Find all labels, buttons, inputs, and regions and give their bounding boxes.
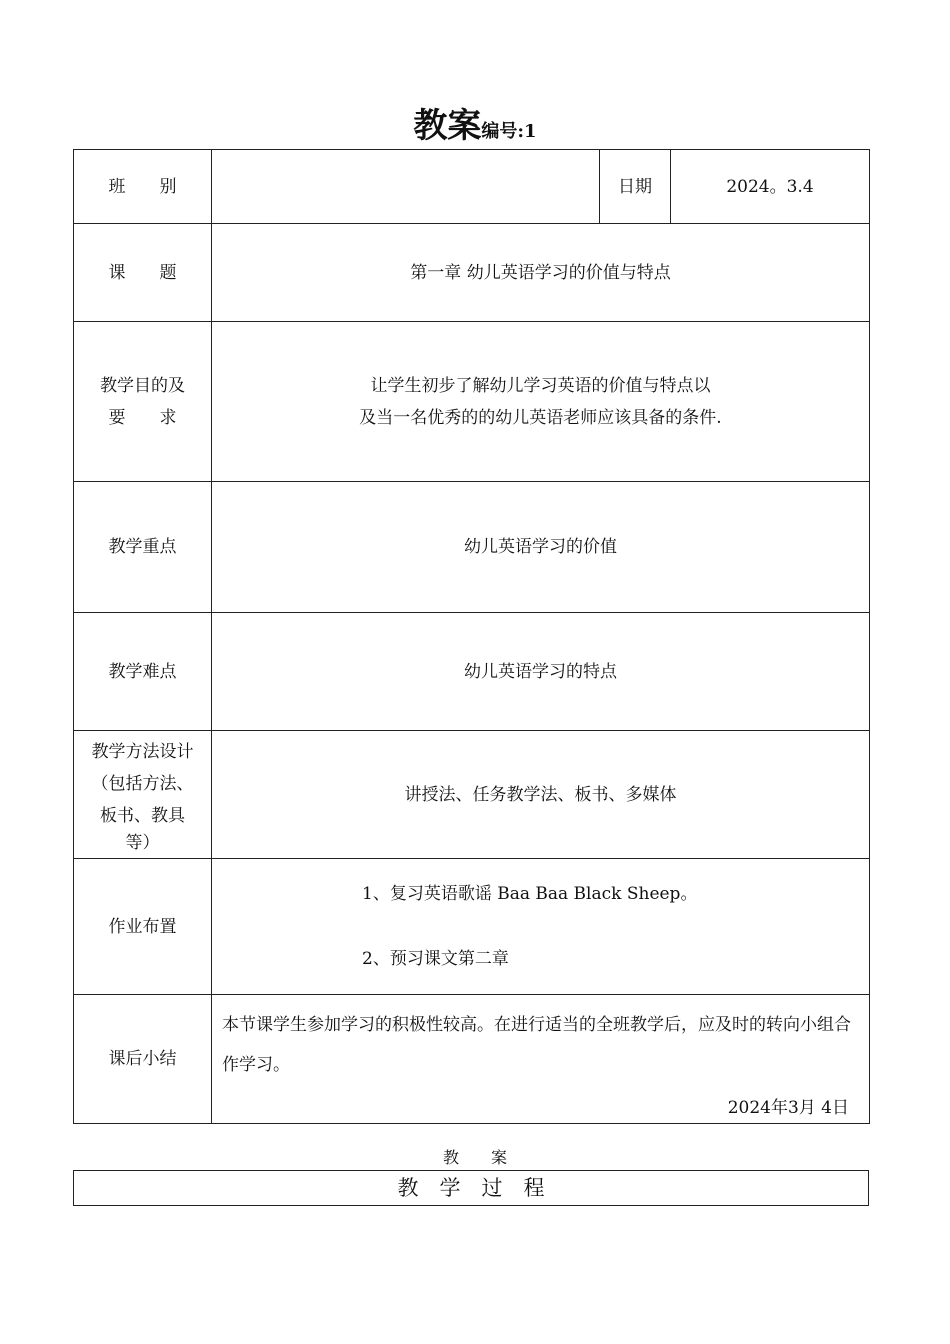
class-label: 班 别: [74, 150, 212, 224]
homework-value: [212, 859, 870, 995]
row-class: [74, 150, 870, 224]
summary-label: 课后小结: [74, 995, 212, 1124]
section-caption: 教 案: [442, 1148, 507, 1167]
method-label-line-4: 等）: [125, 832, 160, 853]
lesson-plan-table: [73, 149, 870, 1124]
row-homework: [74, 859, 870, 995]
key-label: 教学重点: [74, 482, 212, 613]
objectives-label-line-2: 要 求: [108, 407, 177, 428]
difficulty-label: 教学难点: [74, 613, 212, 731]
objectives-label: [74, 322, 212, 482]
objectives-line-1: 让学生初步了解幼儿学习英语的价值与特点以: [370, 375, 711, 396]
row-objectives: [74, 322, 870, 482]
method-label-line-1: 教学方法设计: [91, 741, 194, 762]
objectives-value: [212, 322, 870, 482]
summary-text: 本节课学生参加学习的积极性较高。在进行适当的全班教学后，应及时的转向小组合作学习。: [222, 1015, 851, 1075]
title-main: 教案: [413, 106, 482, 146]
row-topic: [74, 224, 870, 322]
row-difficulty: [74, 613, 870, 731]
objectives-line-2: 及当一名优秀的的幼儿英语老师应该具备的条件.: [359, 407, 722, 428]
key-value: 幼儿英语学习的价值: [212, 482, 870, 613]
method-label-line-2: （包括方法、: [91, 773, 194, 794]
summary-date: 2024年3月 4日: [727, 1098, 849, 1118]
homework-item-2: 2、预习课文第二章: [362, 949, 509, 969]
class-value: [212, 150, 600, 224]
method-value: 讲授法、任务教学法、板书、多媒体: [212, 731, 870, 859]
row-summary: [74, 995, 870, 1124]
method-label-line-3: 板书、教具: [100, 805, 185, 826]
objectives-label-line-1: 教学目的及: [100, 375, 185, 396]
method-label: [74, 731, 212, 859]
difficulty-value: 幼儿英语学习的特点: [212, 613, 870, 731]
summary-value: [212, 995, 870, 1124]
topic-value: 第一章 幼儿英语学习的价值与特点: [212, 224, 870, 322]
date-label: 日期: [600, 150, 671, 224]
row-method: [74, 731, 870, 859]
date-value: 2024。3.4: [671, 150, 870, 224]
homework-item-1: 1、复习英语歌谣 Baa Baa Black Sheep。: [362, 884, 698, 904]
title-number: 编号:1: [481, 121, 537, 142]
homework-label: 作业布置: [74, 859, 212, 995]
topic-label: 课 题: [74, 224, 212, 322]
process-title: 教 学 过 程: [73, 1170, 869, 1206]
row-key-point: [74, 482, 870, 613]
